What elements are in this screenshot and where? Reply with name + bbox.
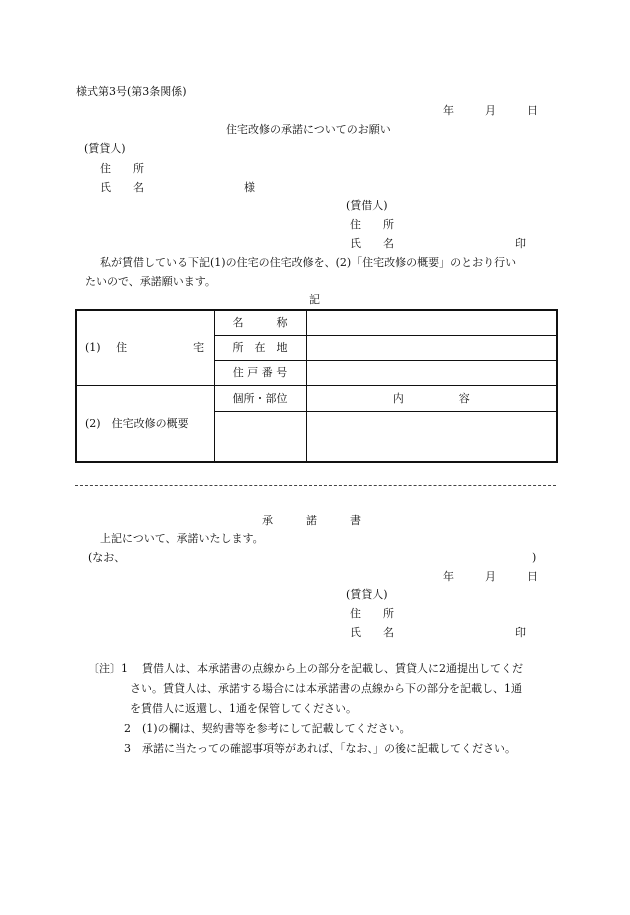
consent-date [443,571,538,582]
date-year: 年 [443,104,454,117]
request-date [443,105,538,116]
unit-number-label: 住 戸 番 号 [232,366,288,379]
unit-number-label-cell [214,360,306,385]
renovation-content-field[interactable] [306,411,557,462]
lessee-address-label: 住 所 [350,218,394,231]
renovation-label: (2) 住宅改修の概要 [85,416,189,430]
consent-text: 上記について、承諾いたします。 [100,532,264,545]
lessor-heading: (賃貸人) [84,142,126,155]
consent-note-open: (なお、 [88,551,126,564]
note-3-text: 承諾に当たっての確認事項等があれば、「なお、」の後に記載してください。 [142,742,516,755]
housing-label-cell [76,310,214,385]
note-3-num: 3 [124,742,131,755]
housing-label-text: 住 宅 [116,341,205,355]
content-header-cell [306,385,557,411]
renovation-label-cell [76,385,214,462]
date-month: 月 [485,104,496,117]
form-number: 様式第3号(第3条関係) [76,85,187,98]
consent-name-label: 氏 名 [350,626,394,639]
housing-name-field[interactable] [306,310,557,335]
note-1-line3: を賃借人に返還し、1通を保管してください。 [130,702,357,715]
housing-location-field[interactable] [306,335,557,360]
consent-date-month: 月 [485,570,496,583]
consent-title: 承 諾 書 [262,514,361,527]
request-text-line2: たいので、承諾願います。 [85,275,216,288]
lessee-seal-mark: 印 [515,237,526,250]
request-text-line1: 私が賃借している下記(1)の住宅の住宅改修を、(2)「住宅改修の概要」のとおり行い [100,256,517,269]
lessee-heading: (賃借人) [346,199,388,212]
note-1-prefix: 〔注〕1 [88,662,128,675]
consent-seal-mark: 印 [515,626,526,639]
lessor-honorific: 様 [244,181,255,194]
note-1-line2: さい。賃貸人は、承諾する場合には本承諾書の点線から下の部分を記載し、1通 [130,682,522,695]
note-2-num: 2 [124,722,131,735]
content-header: 内 容 [392,391,470,405]
consent-address-label: 住 所 [350,607,394,620]
lessor-address-label: 住 所 [100,162,144,175]
document-title: 住宅改修の承諾についてのお願い [226,123,391,136]
cut-line [75,485,556,486]
consent-note-close: ) [532,551,537,564]
lessee-name-label: 氏 名 [350,237,394,250]
consent-date-year: 年 [443,570,454,583]
consent-date-day: 日 [527,570,538,583]
location-label: 所 在 地 [232,341,288,354]
note-1-line1: 賃借人は、本承諾書の点線から上の部分を記載し、賃貸人に2通提出してくだ [142,662,523,675]
lessor-name-label: 氏 名 [100,181,144,194]
consent-lessor-heading: (賃貸人) [346,588,388,601]
renovation-part-field[interactable] [214,411,306,462]
housing-table [75,309,558,463]
part-header-cell [214,385,306,411]
housing-unit-number-field[interactable] [306,360,557,385]
part-header: 個所・部位 [232,391,288,405]
housing-label-num: (1) [85,341,101,355]
name-label: 名 称 [232,316,288,330]
name-label-cell [214,310,306,335]
location-label-cell [214,335,306,360]
date-day: 日 [527,104,538,117]
ki-heading: 記 [309,293,320,306]
note-2-text: (1)の欄は、契約書等を参考にして記載してください。 [142,722,411,735]
